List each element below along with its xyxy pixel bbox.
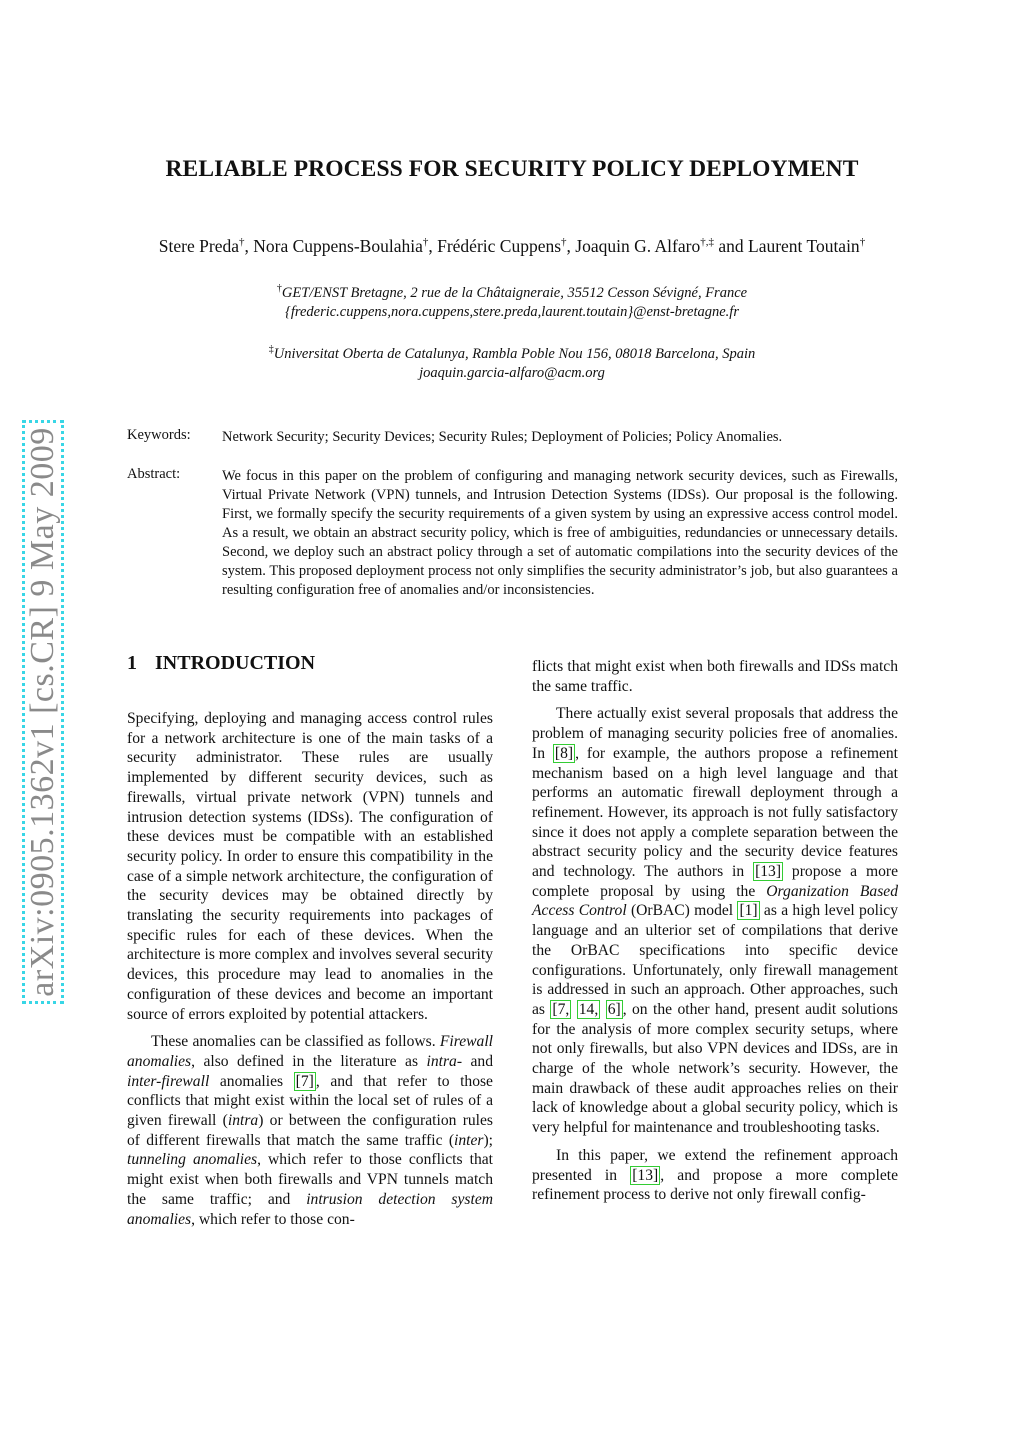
affiliation-address: GET/ENST Bretagne, 2 rue de la Châtaigneraie, 35512 Cesson Sévigné, France [281,284,748,301]
left-column [127,709,493,1237]
affiliation-1: †GET/ENST Bretagne, 2 rue de la Châtaigneraie, 35512 Cesson Sévigné, France {frederic.cuppens,nora.cuppens,stere.preda,laurent.toutain}@enst-bretagne.fr [0,279,1024,322]
citation-link[interactable]: [1] [739,902,758,920]
section-heading [127,652,315,675]
citation-link[interactable]: [7] [295,1072,314,1090]
paragraph: These anomalies can be classified as follows. Firewall anomalies, also defined in the literature as intra- and inter-firewall anomalies [7] , and that refer to those conflicts that might exist within the local set of rules of a given firewall (intra) or between the configuration rules of different firewalls that match the same traffic (inter); tunneling anomalies, which refer to those conflicts that might exist when both firewalls and VPN tunnels match the same traffic; and intrusion detection system anomalies, which refer to those con- [127,1033,494,1228]
author-name: Laurent Toutain [748,236,860,256]
citation-link[interactable]: [13] [632,1166,659,1184]
section-number: 1 [127,652,137,674]
citation-link[interactable]: 14, [578,1000,599,1018]
paragraph: flicts that might exist when both firewalls and IDSs match the same traffic. [532,658,898,695]
affiliation-mark: † [238,236,245,249]
citation-link[interactable]: [8] [554,744,574,762]
affiliation-mark: †,‡ [700,236,714,249]
paper-title: RELIABLE PROCESS FOR SECURITY POLICY DEPLOYMENT [165,156,859,182]
citation-link[interactable]: [13] [755,863,782,881]
affiliation-email: {frederic.cuppens,nora.cuppens,stere.preda,laurent.toutain}@enst-bretagne.fr [285,303,739,320]
abstract-label: Abstract: [127,466,181,482]
author-name: Joaquin G. Alfaro [575,236,701,256]
author-name: Stere Preda [158,236,239,256]
affiliation-address: Universitat Oberta de Catalunya, Rambla Poble Nou 156, 08018 Barcelona, Spain [273,345,756,362]
affiliation-email: joaquin.garcia-alfaro@acm.org [419,364,605,381]
author-list: Stere Preda†, Nora Cuppens-Boulahia†, Frédéric Cuppens†, Joaquin G. Alfaro†,‡ and Laurent Toutain† [158,236,866,256]
right-column [532,657,898,1213]
keywords-text: Network Security; Security Devices; Security Rules; Deployment of Policies; Policy Anomalies. [222,429,783,445]
arxiv-stamp: arXiv:0905.1362v1 [cs.CR] 9 May 2009 [24,427,61,997]
citation-link[interactable]: 6] [607,1000,621,1018]
affiliation-mark: † [859,236,866,249]
paragraph: There actually exist several proposals that address the problem of managing security policies free of anomalies. In [8] , for example, the authors propose a refinement mechanism based on a high level language and that performs an automatic firewall deployment through a refinement. However, its approach is not fully satisfactory since it does not apply a complete separation between the abstract security policy and the security device features and technology. The authors in [13] propose a more complete proposal by using the Organization Based Access Control (OrBAC) model [1] as a high level policy language and an ulterior set of compilations that derive the OrBAC specifications into specific device configurations. Unfortunately, only firewall management is addressed in such an approach. Other approaches, such as [7, 14, 6] , on the other hand, present audit solutions for the analysis of more complex security setups, where not only firewalls, but also VPN devices and IDSs, are in charge of the whole network’s security. However, the main drawback of these audit approaches relies on their lack of knowledge about a global security policy, which is very helpful for maintenance and troubleshooting tasks. [532,705,899,1137]
author-name: Nora Cuppens-Boulahia [253,236,423,256]
affiliation-mark: † [422,236,429,249]
section-title: INTRODUCTION [155,652,316,674]
keywords-label: Keywords: [127,427,191,443]
author-name: Frédéric Cuppens [437,236,562,256]
abstract-text: We focus in this paper on the problem of configuring and managing network security devices, such as Firewalls, Virtual Private Network (VPN) tunnels, and Intrusion Detection Systems (IDSs). Our proposal is the following. First, we formally specify the security requirements of a given system by using an expressive access control model. As a result, we obtain an abstract security policy, which is free of ambiguities, redundancies or unnecessary details. Second, we deploy such an abstract policy through a set of automatic compilations into the security devices of the system. This proposed deployment process not only simplifies the security administrator’s job, but also guarantees a resulting configuration free of anomalies and/or inconsistencies. [222,468,898,598]
paragraph: Specifying, deploying and managing access control rules for a network architecture is one of the main tasks of a security administrator. These rules are usually implemented by different security devices, such as firewalls, virtual private network (VPN) tunnels and intrusion detection systems (IDSs). The configuration of these devices must be compatible with an established security policy. In order to ensure this compatibility in the case of a simple network architecture, the configuration of the security devices may be obtained directly by translating the security requirements into packages of specific rules for each of these devices. When the architecture is more complex and involves several security devices, this procedure may lead to anomalies in the configuration of these devices and become an important source of errors exploited by potential attackers. [127,710,493,1023]
affiliation-mark: † [561,236,567,249]
affiliation-2: ‡Universitat Oberta de Catalunya, Rambla Poble Nou 156, 08018 Barcelona, Spain joaquin.garcia-alfaro@acm.org [0,340,1024,383]
paragraph: In this paper, we extend the refinement approach presented in [13] , and propose a more complete refinement process to derive not only firewall config- [532,1146,898,1204]
citation-link[interactable]: [7, [552,1000,570,1018]
